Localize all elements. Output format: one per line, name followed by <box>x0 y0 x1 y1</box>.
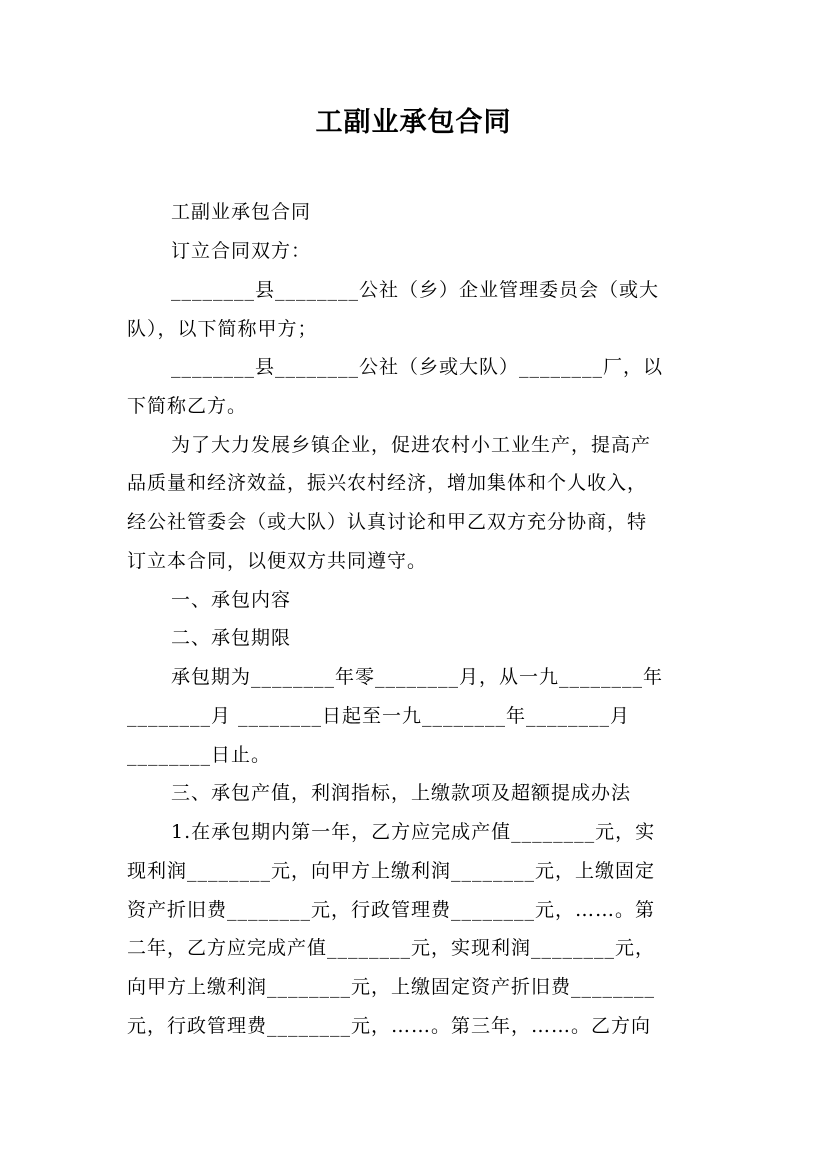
purpose-line-2: 品质量和经济效益，振兴农村经济，增加集体和个人收入， <box>127 472 648 494</box>
party-b-line-1: ________县________公社（乡或大队）________厂，以 <box>171 356 664 378</box>
term-line-2: ________月 ________日起至一九________年________月 <box>127 705 631 727</box>
term-line-1: 承包期为________年零________月，从一九________年 <box>171 666 664 688</box>
subtitle-line: 工副业承包合同 <box>171 201 312 223</box>
clause-1-line-2: 现利润________元，向甲方上缴利润________元，上缴固定 <box>127 860 656 882</box>
term-line-3: ________日止。 <box>127 744 272 766</box>
party-a-line-2: 队），以下简称甲方； <box>127 318 318 340</box>
section-2-heading: 二、承包期限 <box>171 627 292 649</box>
clause-1-line-1: 1.在承包期内第一年，乙方应完成产值________元，实 <box>171 821 656 843</box>
parties-heading: 订立合同双方： <box>171 240 312 262</box>
purpose-line-4: 订立本合同，以便双方共同遵守。 <box>127 550 428 572</box>
clause-1-line-4: 二年，乙方应完成产值________元，实现利润________元， <box>127 937 656 959</box>
purpose-line-3: 经公社管委会（或大队）认真讨论和甲乙双方充分协商，特 <box>127 511 648 533</box>
party-b-line-2: 下简称乙方。 <box>127 395 248 417</box>
section-1-heading: 一、承包内容 <box>171 589 292 611</box>
party-a-line-1: ________县________公社（乡）企业管理委员会（或大 <box>171 279 660 301</box>
clause-1-line-6: 元，行政管理费________元，……。第三年，……。乙方向 <box>127 1015 652 1037</box>
section-3-heading: 三、承包产值，利润指标，上缴款项及超额提成办法 <box>171 782 632 804</box>
purpose-line-1: 为了大力发展乡镇企业，促进农村小工业生产，提高产 <box>171 434 652 456</box>
clause-1-line-3: 资产折旧费________元，行政管理费________元，……。第 <box>127 899 656 921</box>
document-title: 工副业承包合同 <box>315 107 512 138</box>
clause-1-line-5: 向甲方上缴利润________元，上缴固定资产折旧费________ <box>127 976 656 998</box>
